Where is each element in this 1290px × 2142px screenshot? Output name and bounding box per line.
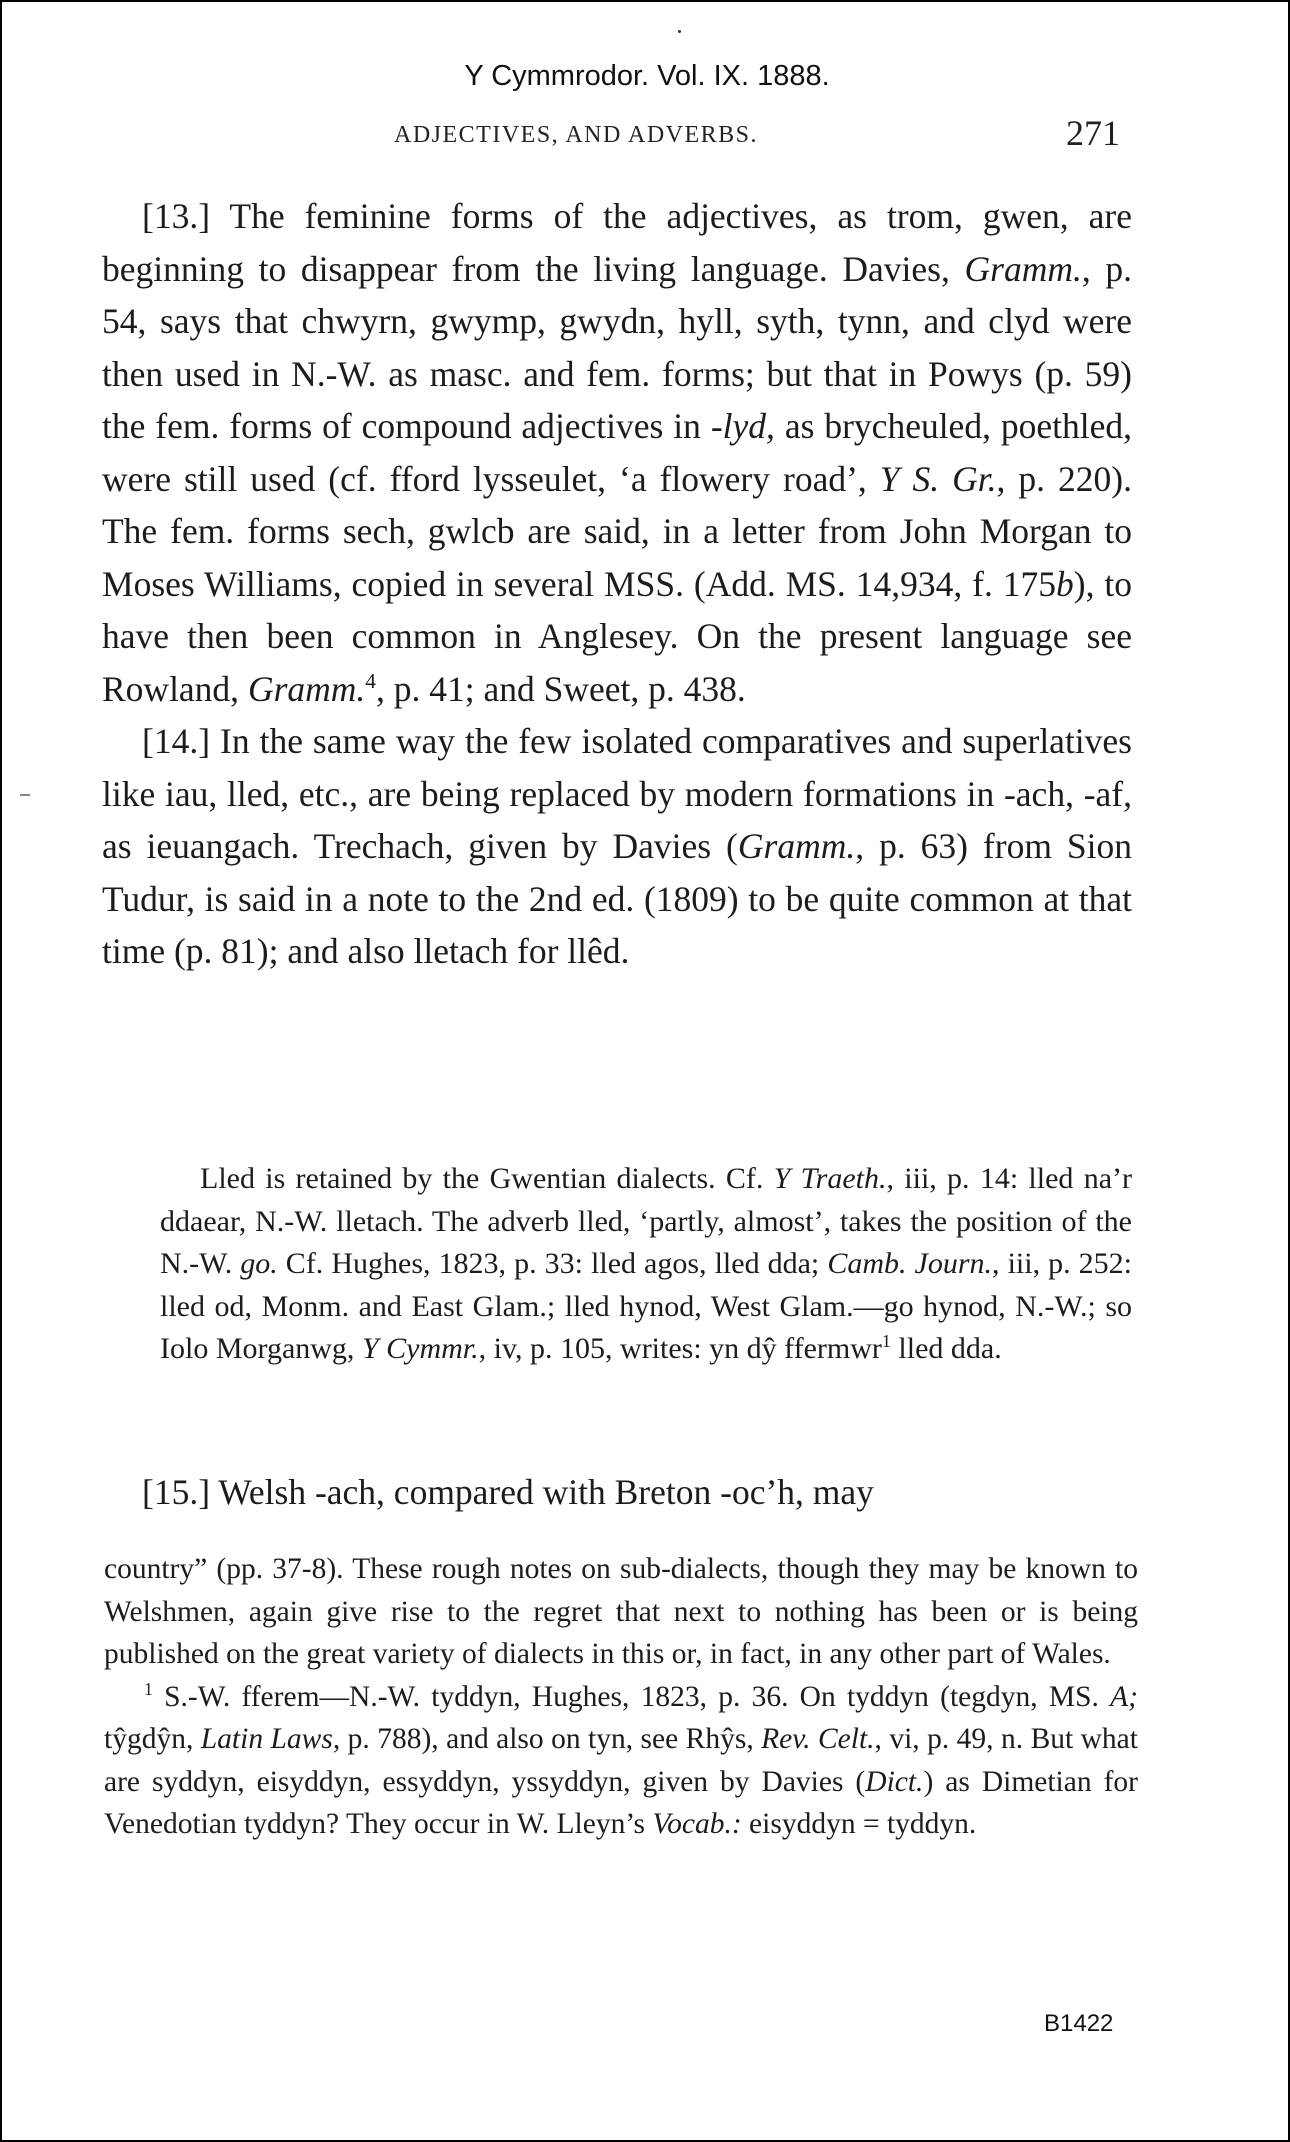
note-paragraph [160, 1158, 1132, 1371]
footnote-continuation: country” (pp. 37-8). These rough notes on sub-dialects, though they may be known to Welshmen, again give rise to the regret that next to nothing has been or is being published on the great variety of dialects in this or, in fact, in any other part of Wales. [104, 1553, 1138, 1670]
italic-run: Y Traeth. [773, 1162, 887, 1195]
italic-run: Gramm. [247, 668, 366, 709]
paragraph-15: [15.] Welsh -ach, compared with Breton -oc’h, may [142, 1472, 874, 1512]
paragraph-number: [14.] [142, 721, 211, 761]
margin-mark [20, 794, 30, 796]
text-run: , p. 41; and Sweet, p. 438. [375, 668, 746, 709]
italic-run: b [1056, 563, 1074, 604]
footnotes [104, 1548, 1138, 1846]
superscript: 4 [365, 668, 376, 693]
italic-run: Dict. [865, 1765, 924, 1798]
text-run: ), to have then been common in Anglesey. On the present language see Rowland, [102, 563, 1132, 709]
text-run: S.-W. fferem—N.-W. tyddyn, Hughes, 1823, p. 36. On tyddyn (tegdyn, MS. [152, 1680, 1111, 1713]
text-run: , p. 54, says that chwyrn, gwymp, gwydn, hyll, syth, tynn, and clyd were then used in N.-W. as masc. and fem. forms; but that in Powys (p. 59) the fem. forms of compound adjectives in [102, 248, 1133, 446]
text-run: tŷgdŷn, [104, 1723, 201, 1755]
source-citation: Y Cymmrodor. Vol. IX. 1888. [464, 60, 830, 92]
page-number: 271 [1066, 113, 1120, 153]
paragraph-14 [102, 715, 1132, 978]
text-run: In the same way the few isolated comparatives and superlatives like iau, lled, etc., are being replaced by modern formations in -ach, -af, as ieuangach. Trechach, given by Davies ( [102, 721, 1132, 866]
italic-run: -lyd, [710, 406, 775, 446]
note-text [160, 1158, 1132, 1371]
footnote-1 [104, 1676, 1138, 1846]
text-run: lled dda. [890, 1332, 1002, 1365]
text-run: as brycheuled, poethled, were still used (cf. fford lysseulet, ‘a flowery road’, [102, 406, 1132, 499]
text-run: The feminine forms of the adjectives, as trom, gwen, are beginning to disappear from the living language. Davies, [102, 196, 1132, 289]
text-run: , p. 220). The fem. forms sech, gwlcb are said, in a letter from John Morgan to Moses Williams, copied in several MSS. (Add. MS. 14,934, f. 175 [102, 458, 1132, 604]
italic-run: Gramm. [737, 826, 856, 866]
italic-run: Gramm. [964, 248, 1082, 289]
italic-run: Y Cymmr. [361, 1332, 479, 1365]
italic-run: Rev. Celt. [761, 1723, 875, 1755]
italic-run: Vocab.: [652, 1808, 742, 1840]
italic-run: Y S. Gr. [879, 458, 997, 499]
text-run: Cf. Hughes, 1823, p. 33: lled agos, lled dda; [277, 1247, 828, 1280]
text-run: , p. 63) from Sion Tudur, is said in a note to the 2nd ed. (1809) to be quite common at that time (p. 81); and also lletach for llêd. [102, 826, 1133, 971]
main-text [102, 190, 1132, 978]
italic-run: A; [1110, 1680, 1138, 1713]
text-run: ) as Dimetian for Venedotian tyddyn? They occur in W. Lleyn’s [104, 1765, 1138, 1840]
text-run: , iv, p. 105, writes: yn dŷ ffermwr [478, 1332, 882, 1365]
footnote-marker: 1 [144, 1678, 153, 1699]
italic-run: Latin Laws [200, 1723, 333, 1755]
document-code: B1422 [1044, 2010, 1114, 2037]
text-run: Lled is retained by the Gwentian dialects. Cf. [200, 1162, 774, 1195]
italic-run: Camb. Journ. [827, 1247, 993, 1280]
text-run: , vi, p. 49, n. But what are syddyn, eisyddyn, essyddyn, yssyddyn, given by Davies ( [104, 1723, 1138, 1798]
text-run: , p. 788), and also on tyn, see Rhŷs, [332, 1723, 762, 1755]
paragraph-13 [102, 190, 1132, 715]
speck [678, 30, 681, 33]
italic-run: go. [240, 1247, 278, 1280]
text-run: , iii, p. 14: lled na’r ddaear, N.-W. lletach. The adverb lled, ‘partly, almost’, takes the position of the N.-W. [160, 1162, 1132, 1280]
text-run: , iii, p. 252: lled od, Monm. and East Glam.; lled hynod, West Glam.—go hynod, N.-W.; so Iolo Morganwg, [160, 1247, 1133, 1365]
paragraph-number: [13.] [142, 196, 211, 236]
running-title: ADJECTIVES, AND ADVERBS. [394, 122, 759, 148]
footnote-ref: 1 [881, 1331, 891, 1351]
text-run: eisyddyn = tyddyn. [741, 1808, 977, 1840]
